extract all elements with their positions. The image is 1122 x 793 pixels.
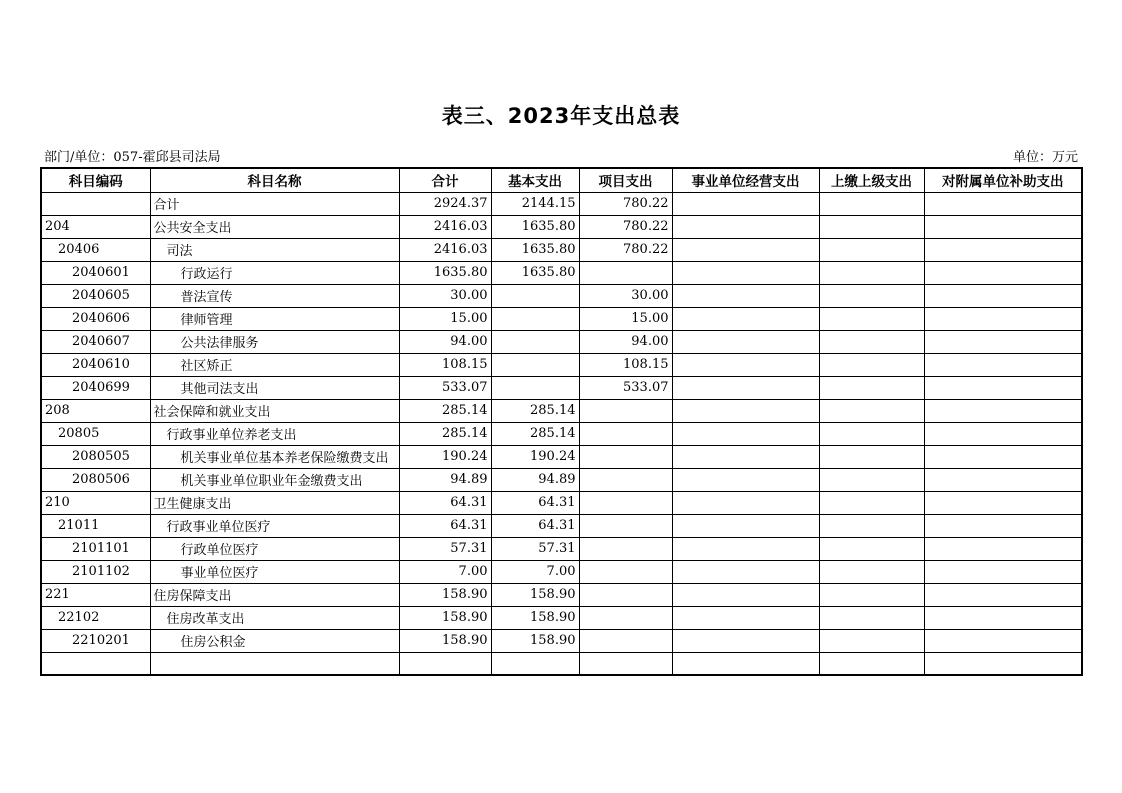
cell-subsidy (924, 399, 1082, 422)
cell-name: 普法宣传 (150, 284, 399, 307)
cell-basic: 1635.80 (491, 215, 579, 238)
cell-name (150, 652, 399, 675)
cell-total: 64.31 (399, 514, 491, 537)
cell-name: 社会保障和就业支出 (150, 399, 399, 422)
cell-project (579, 445, 672, 468)
cell-basic (491, 652, 579, 675)
header-basic: 基本支出 (491, 168, 579, 192)
header-code: 科目编码 (41, 168, 150, 192)
cell-remit (819, 583, 924, 606)
cell-subsidy (924, 583, 1082, 606)
table-row (41, 307, 1082, 330)
table-row (41, 537, 1082, 560)
cell-code: 2040699 (41, 376, 150, 399)
cell-name: 合计 (150, 192, 399, 215)
cell-subsidy (924, 330, 1082, 353)
cell-remit (819, 399, 924, 422)
table-row (41, 468, 1082, 491)
cell-project: 108.15 (579, 353, 672, 376)
cell-subsidy (924, 215, 1082, 238)
cell-remit (819, 629, 924, 652)
cell-remit (819, 422, 924, 445)
cell-total: 533.07 (399, 376, 491, 399)
cell-project: 94.00 (579, 330, 672, 353)
cell-remit (819, 376, 924, 399)
cell-project (579, 422, 672, 445)
cell-name: 卫生健康支出 (150, 491, 399, 514)
table-row (41, 376, 1082, 399)
header-remit: 上缴上级支出 (819, 168, 924, 192)
cell-total: 108.15 (399, 353, 491, 376)
table-row (41, 606, 1082, 629)
cell-basic (491, 307, 579, 330)
cell-total: 94.00 (399, 330, 491, 353)
cell-subsidy (924, 376, 1082, 399)
cell-total: 7.00 (399, 560, 491, 583)
cell-project (579, 261, 672, 284)
cell-code: 2101101 (41, 537, 150, 560)
cell-code: 2040610 (41, 353, 150, 376)
cell-basic (491, 284, 579, 307)
cell-project (579, 491, 672, 514)
cell-business (672, 560, 819, 583)
cell-total: 285.14 (399, 422, 491, 445)
cell-total: 2416.03 (399, 238, 491, 261)
cell-code: 2210201 (41, 629, 150, 652)
table-row (41, 284, 1082, 307)
cell-remit (819, 491, 924, 514)
cell-name: 机关事业单位职业年金缴费支出 (150, 468, 399, 491)
cell-remit (819, 192, 924, 215)
cell-total: 57.31 (399, 537, 491, 560)
cell-total: 158.90 (399, 583, 491, 606)
cell-business (672, 238, 819, 261)
cell-total: 30.00 (399, 284, 491, 307)
cell-code: 204 (41, 215, 150, 238)
cell-subsidy (924, 422, 1082, 445)
cell-subsidy (924, 238, 1082, 261)
cell-basic: 190.24 (491, 445, 579, 468)
expenditure-table (40, 167, 1083, 676)
cell-total: 158.90 (399, 629, 491, 652)
cell-project: 30.00 (579, 284, 672, 307)
cell-remit (819, 606, 924, 629)
cell-remit (819, 215, 924, 238)
cell-subsidy (924, 560, 1082, 583)
cell-project (579, 629, 672, 652)
cell-business (672, 192, 819, 215)
table-row (41, 491, 1082, 514)
cell-project: 15.00 (579, 307, 672, 330)
cell-project (579, 537, 672, 560)
table-row (41, 238, 1082, 261)
cell-business (672, 514, 819, 537)
unit-label: 单位：万元 (1012, 150, 1078, 165)
cell-code: 210 (41, 491, 150, 514)
cell-code: 221 (41, 583, 150, 606)
cell-basic: 64.31 (491, 514, 579, 537)
cell-name: 行政事业单位养老支出 (150, 422, 399, 445)
cell-business (672, 629, 819, 652)
cell-name: 公共安全支出 (150, 215, 399, 238)
cell-name: 行政事业单位医疗 (150, 514, 399, 537)
cell-basic: 7.00 (491, 560, 579, 583)
cell-basic: 2144.15 (491, 192, 579, 215)
cell-project (579, 468, 672, 491)
cell-business (672, 215, 819, 238)
cell-remit (819, 445, 924, 468)
cell-project (579, 652, 672, 675)
cell-total: 158.90 (399, 606, 491, 629)
cell-name: 社区矫正 (150, 353, 399, 376)
cell-business (672, 606, 819, 629)
header-name: 科目名称 (150, 168, 399, 192)
cell-project (579, 514, 672, 537)
cell-name: 司法 (150, 238, 399, 261)
cell-subsidy (924, 537, 1082, 560)
cell-total: 190.24 (399, 445, 491, 468)
cell-code: 2040601 (41, 261, 150, 284)
header-business: 事业单位经营支出 (672, 168, 819, 192)
cell-business (672, 284, 819, 307)
cell-basic: 1635.80 (491, 238, 579, 261)
cell-basic: 285.14 (491, 422, 579, 445)
cell-business (672, 537, 819, 560)
cell-total: 1635.80 (399, 261, 491, 284)
cell-remit (819, 652, 924, 675)
cell-remit (819, 468, 924, 491)
cell-subsidy (924, 307, 1082, 330)
cell-business (672, 376, 819, 399)
cell-remit (819, 353, 924, 376)
cell-business (672, 353, 819, 376)
cell-name: 住房公积金 (150, 629, 399, 652)
cell-name: 律师管理 (150, 307, 399, 330)
page-title: 表三、2023年支出总表 (441, 104, 681, 128)
cell-code: 2040607 (41, 330, 150, 353)
table-row (41, 560, 1082, 583)
cell-remit (819, 514, 924, 537)
cell-code: 2101102 (41, 560, 150, 583)
cell-business (672, 468, 819, 491)
cell-basic: 94.89 (491, 468, 579, 491)
cell-remit (819, 560, 924, 583)
header-project: 项目支出 (579, 168, 672, 192)
cell-code: 2040606 (41, 307, 150, 330)
table-row (41, 445, 1082, 468)
cell-subsidy (924, 445, 1082, 468)
header-total: 合计 (399, 168, 491, 192)
cell-subsidy (924, 652, 1082, 675)
cell-business (672, 583, 819, 606)
cell-business (672, 307, 819, 330)
cell-basic: 57.31 (491, 537, 579, 560)
cell-subsidy (924, 353, 1082, 376)
cell-code (41, 652, 150, 675)
cell-project: 780.22 (579, 192, 672, 215)
cell-basic (491, 353, 579, 376)
cell-name: 行政运行 (150, 261, 399, 284)
cell-total: 2416.03 (399, 215, 491, 238)
cell-remit (819, 261, 924, 284)
table-row (41, 399, 1082, 422)
cell-project (579, 399, 672, 422)
department-label: 部门/单位：057-霍邱县司法局 (44, 150, 221, 165)
table-header-row (41, 168, 1082, 192)
table-row (41, 215, 1082, 238)
cell-code: 22102 (41, 606, 150, 629)
cell-remit (819, 307, 924, 330)
cell-name: 其他司法支出 (150, 376, 399, 399)
cell-basic: 64.31 (491, 491, 579, 514)
cell-code (41, 192, 150, 215)
cell-name: 行政单位医疗 (150, 537, 399, 560)
cell-name: 住房改革支出 (150, 606, 399, 629)
cell-subsidy (924, 284, 1082, 307)
cell-basic: 285.14 (491, 399, 579, 422)
table-row (41, 353, 1082, 376)
cell-basic: 158.90 (491, 583, 579, 606)
table-row (41, 330, 1082, 353)
cell-code: 20805 (41, 422, 150, 445)
cell-total: 285.14 (399, 399, 491, 422)
cell-basic (491, 376, 579, 399)
cell-subsidy (924, 514, 1082, 537)
header-subsidy: 对附属单位补助支出 (924, 168, 1082, 192)
table-row (41, 422, 1082, 445)
cell-name: 事业单位医疗 (150, 560, 399, 583)
table-row (41, 261, 1082, 284)
cell-business (672, 330, 819, 353)
cell-name: 住房保障支出 (150, 583, 399, 606)
cell-code: 2040605 (41, 284, 150, 307)
cell-remit (819, 537, 924, 560)
table-row (41, 652, 1082, 675)
cell-name: 公共法律服务 (150, 330, 399, 353)
cell-code: 20406 (41, 238, 150, 261)
cell-remit (819, 238, 924, 261)
cell-code: 208 (41, 399, 150, 422)
cell-code: 2080505 (41, 445, 150, 468)
cell-total: 15.00 (399, 307, 491, 330)
cell-business (672, 399, 819, 422)
cell-subsidy (924, 261, 1082, 284)
cell-subsidy (924, 629, 1082, 652)
cell-subsidy (924, 468, 1082, 491)
cell-remit (819, 330, 924, 353)
table-row (41, 192, 1082, 215)
cell-basic: 158.90 (491, 606, 579, 629)
cell-total (399, 652, 491, 675)
cell-subsidy (924, 491, 1082, 514)
table-row (41, 629, 1082, 652)
cell-business (672, 261, 819, 284)
cell-total: 64.31 (399, 491, 491, 514)
cell-project: 780.22 (579, 215, 672, 238)
cell-total: 2924.37 (399, 192, 491, 215)
cell-remit (819, 284, 924, 307)
cell-business (672, 652, 819, 675)
cell-business (672, 445, 819, 468)
cell-business (672, 422, 819, 445)
cell-name: 机关事业单位基本养老保险缴费支出 (150, 445, 399, 468)
table-row (41, 583, 1082, 606)
cell-business (672, 491, 819, 514)
cell-basic: 158.90 (491, 629, 579, 652)
cell-code: 2080506 (41, 468, 150, 491)
cell-basic: 1635.80 (491, 261, 579, 284)
cell-subsidy (924, 606, 1082, 629)
cell-project (579, 606, 672, 629)
cell-subsidy (924, 192, 1082, 215)
cell-total: 94.89 (399, 468, 491, 491)
cell-basic (491, 330, 579, 353)
cell-project: 533.07 (579, 376, 672, 399)
cell-project (579, 560, 672, 583)
cell-project (579, 583, 672, 606)
cell-code: 21011 (41, 514, 150, 537)
cell-project: 780.22 (579, 238, 672, 261)
table-row (41, 514, 1082, 537)
